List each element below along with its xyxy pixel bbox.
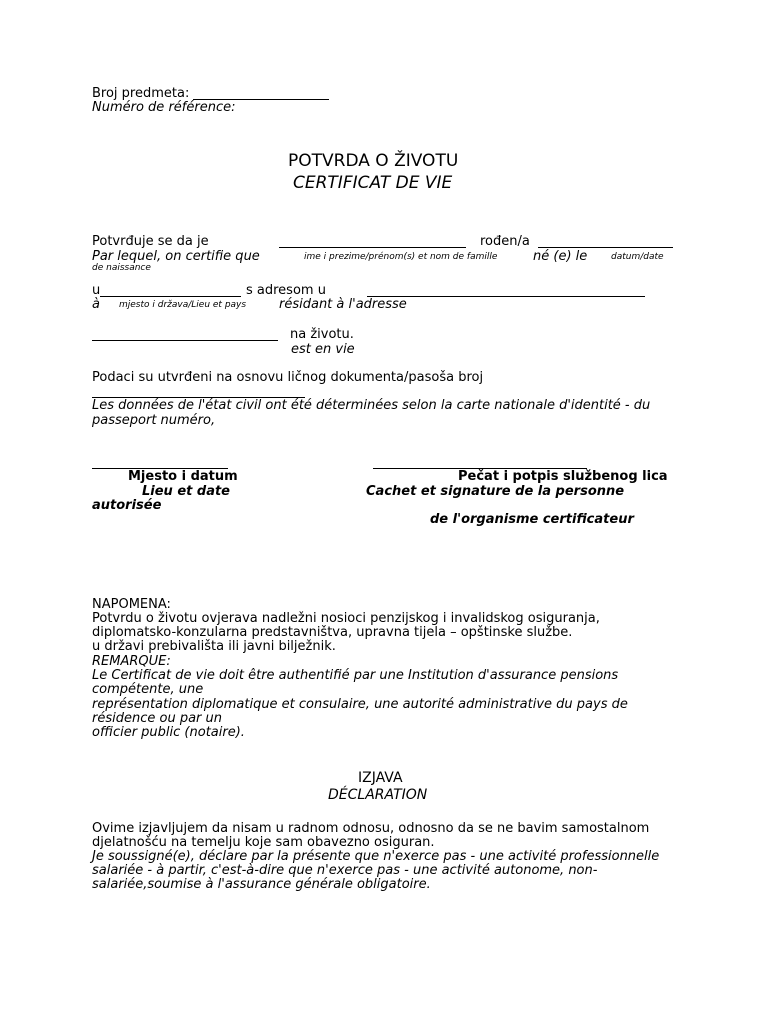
document-fr-1: Les données de l'état civil ont été déterminées selon la carte nationale d'identité - du xyxy=(92,398,651,413)
in-bs: u xyxy=(92,283,101,298)
declaration-bs-1: Ovime izjavljujem da nisam u radnom odnosu, odnosno da se ne bavim samostalnom xyxy=(92,821,650,836)
alive-fr: est en vie xyxy=(291,342,355,357)
note-fr-3: représentation diplomatique et consulaire, une autorité administrative du pays de xyxy=(92,697,628,712)
note-bs-1: Potvrdu o životu ovjerava nadležni nosioci penzijskog i invalidskog osiguranja, xyxy=(92,611,600,626)
place-hint: mjesto i država/Lieu et pays xyxy=(119,300,247,310)
document-fr-2: passeport numéro, xyxy=(92,413,216,428)
title-fr: CERTIFICAT DE VIE xyxy=(293,173,453,193)
alive-bs: na životu. xyxy=(290,327,354,342)
declaration-title-bs: IZJAVA xyxy=(358,770,403,786)
declaration-fr-1: Je soussigné(e), déclare par la présente que n'exerce pas - une activité professionnelle xyxy=(92,849,660,864)
declaration-bs-2: djelatnošću na temelju koje sam obavezno osiguran. xyxy=(92,835,435,850)
note-fr-4: résidence ou par un xyxy=(92,711,222,726)
name-field[interactable] xyxy=(279,247,466,248)
date-hint: datum/date xyxy=(611,252,664,262)
note-fr-2: compétente, une xyxy=(92,682,204,697)
reference-label-fr: Numéro de référence: xyxy=(92,100,236,115)
note-fr-5: officier public (notaire). xyxy=(92,725,245,740)
note-bs-2: diplomatsko-konzularna predstavništva, upravna tijela – opštinske službe. xyxy=(92,625,573,640)
address-bs: s adresom u xyxy=(246,283,326,298)
autorisee: autorisée xyxy=(92,498,162,513)
declaration-fr-2: salariée - à partir, c'est-à-dire que n'exerce pas - une activité autonome, non- xyxy=(92,863,598,878)
address-field[interactable] xyxy=(367,296,645,297)
born-fr: né (e) le xyxy=(533,249,588,264)
place-date-bs: Mjesto i datum xyxy=(128,469,238,484)
stamp-fr-1: Cachet et signature de la personne xyxy=(366,484,625,499)
date-hint-cont: de naissance xyxy=(92,263,151,273)
birthdate-field[interactable] xyxy=(538,247,673,248)
note-fr-1: Le Certificat de vie doit être authentifié par une Institution d'assurance pensions xyxy=(92,668,619,683)
stamp-bs: Pečat i potpis službenog lica xyxy=(458,469,668,484)
declaration-title-fr: DÉCLARATION xyxy=(328,787,428,803)
stamp-fr-2: de l'organisme certificateur xyxy=(430,512,634,527)
place-date-fr: Lieu et date xyxy=(142,484,231,499)
name-hint: ime i prezime/prénom(s) et nom de famille xyxy=(304,252,498,262)
declaration-fr-3: salariée,soumise à l'assurance générale obligatoire. xyxy=(92,877,431,892)
place-field[interactable] xyxy=(100,296,241,297)
alive-name-field[interactable] xyxy=(92,340,278,341)
reference-label-bs: Broj predmeta: xyxy=(92,86,190,101)
title-bs: POTVRDA O ŽIVOTU xyxy=(288,151,459,171)
note-heading-bs: NAPOMENA: xyxy=(92,597,171,612)
certify-bs: Potvrđuje se da je xyxy=(92,234,209,249)
in-fr: à xyxy=(92,297,100,312)
address-fr: résidant à l'adresse xyxy=(279,297,407,312)
certify-fr: Par lequel, on certifie que xyxy=(92,249,260,264)
document-bs: Podaci su utvrđeni na osnovu ličnog dokumenta/pasoša broj xyxy=(92,370,484,385)
note-heading-fr: REMARQUE: xyxy=(92,654,171,669)
note-bs-3: u državi prebivališta ili javni bilježnik. xyxy=(92,639,336,654)
born-bs: rođen/a xyxy=(480,234,530,249)
